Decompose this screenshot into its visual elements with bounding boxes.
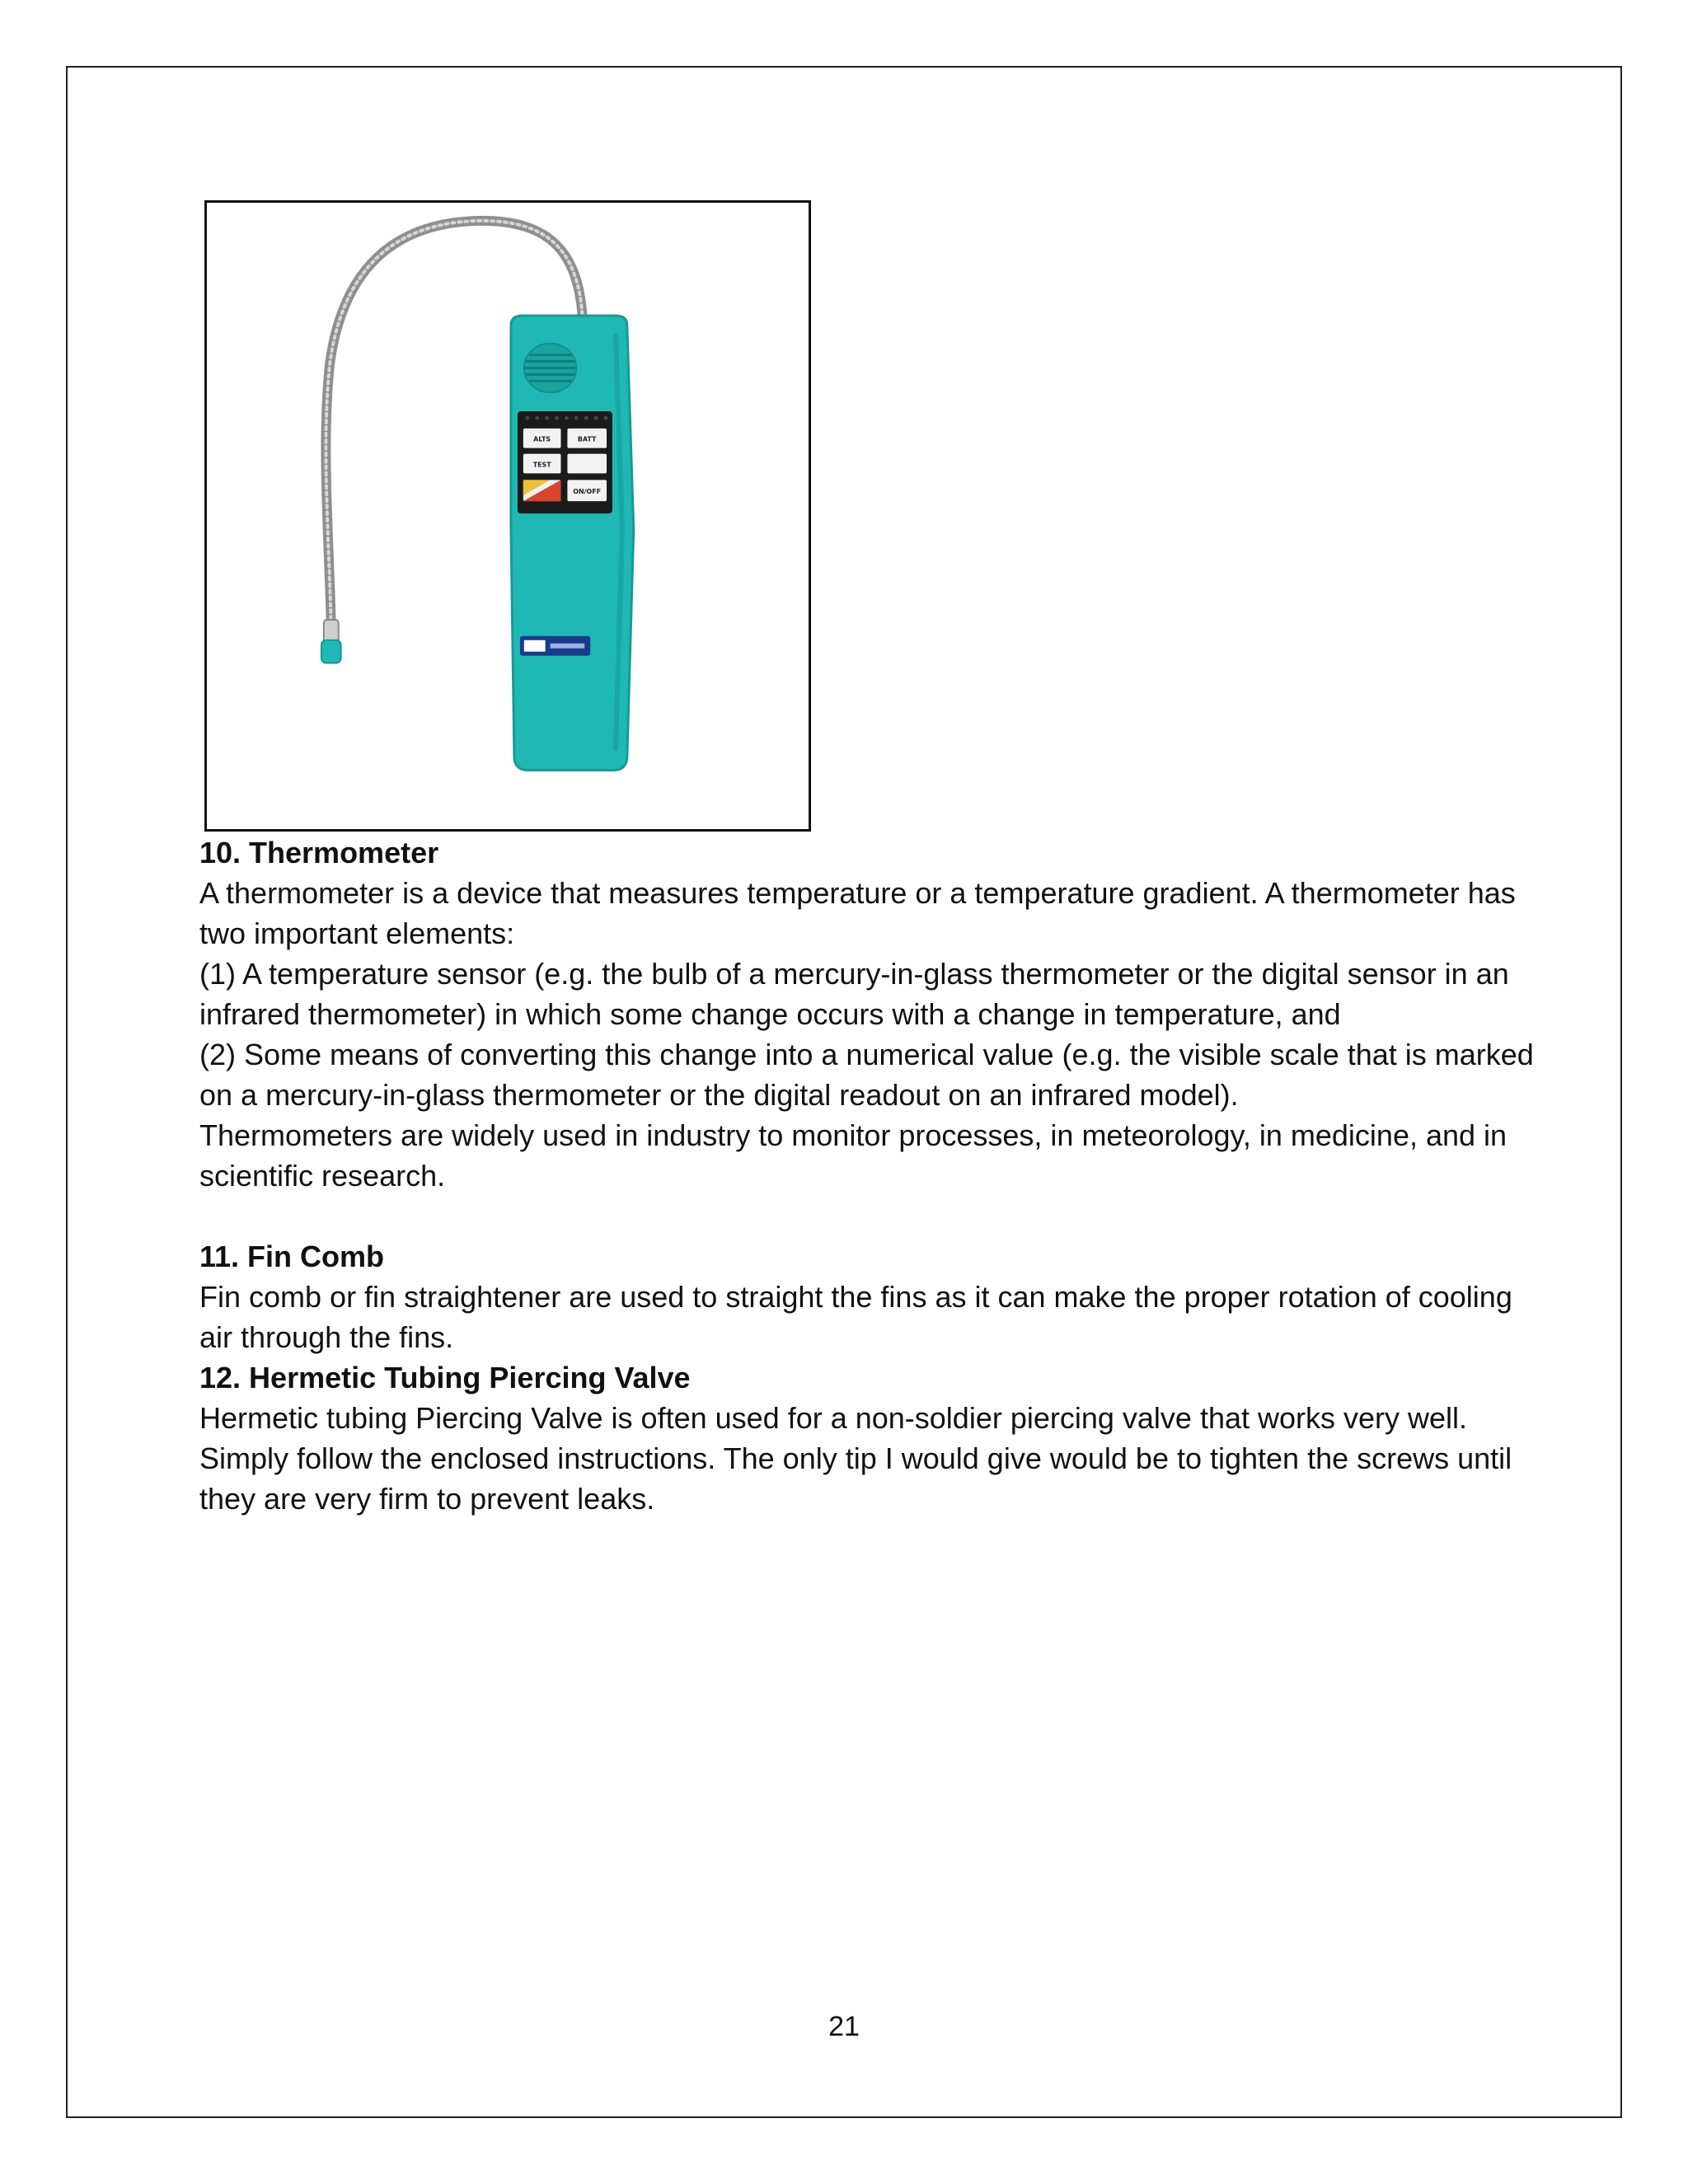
thermometer-paragraph-3: (2) Some means of converting this change into a numerical value (e.g. the visible scale that is marked on a mercury-in-glass thermometer or the digital readout on an infrared model). (199, 1038, 1534, 1112)
leak-detector-illustration (207, 203, 809, 829)
paragraph-spacer (199, 1196, 1535, 1236)
thermometer-paragraph-4: Thermometers are widely used in industry to monitor processes, in meteorology, in medicine, and in scientific research. (199, 1118, 1507, 1193)
page-number: 21 (828, 2011, 860, 2042)
leak-detector-figure (204, 200, 811, 832)
button-label-batt: BATT (577, 435, 597, 443)
button-label-onoff: ON/OFF (573, 488, 602, 496)
fin-comb-paragraph: Fin comb or fin straightener are used to straight the fins as it can make the proper rotation of cooling air through the fins. (199, 1280, 1512, 1354)
button-label-alts: ALTS (533, 435, 551, 443)
document-body (199, 832, 1535, 1519)
button-label-test: TEST (532, 461, 551, 469)
piercing-valve-paragraph: Hermetic tubing Piercing Valve is often used for a non-soldier piercing valve that works very well. Simply follow the enclosed instructions. The only tip I would give would be to tighten the screws until they are very firm to prevent leaks. (199, 1401, 1512, 1516)
thermometer-paragraph-1: A thermometer is a device that measures temperature or a temperature gradient. A thermometer has two important elements: (199, 876, 1516, 950)
section-heading-thermometer: 10. Thermometer (199, 836, 439, 869)
section-heading-piercing-valve: 12. Hermetic Tubing Piercing Valve (199, 1361, 691, 1394)
section-heading-fin-comb: 11. Fin Comb (199, 1240, 385, 1273)
thermometer-paragraph-2: (1) A temperature sensor (e.g. the bulb of a mercury-in-glass thermometer or the digital sensor in an infrared thermometer) in which some change occurs with a change in temperature, and (199, 957, 1509, 1031)
